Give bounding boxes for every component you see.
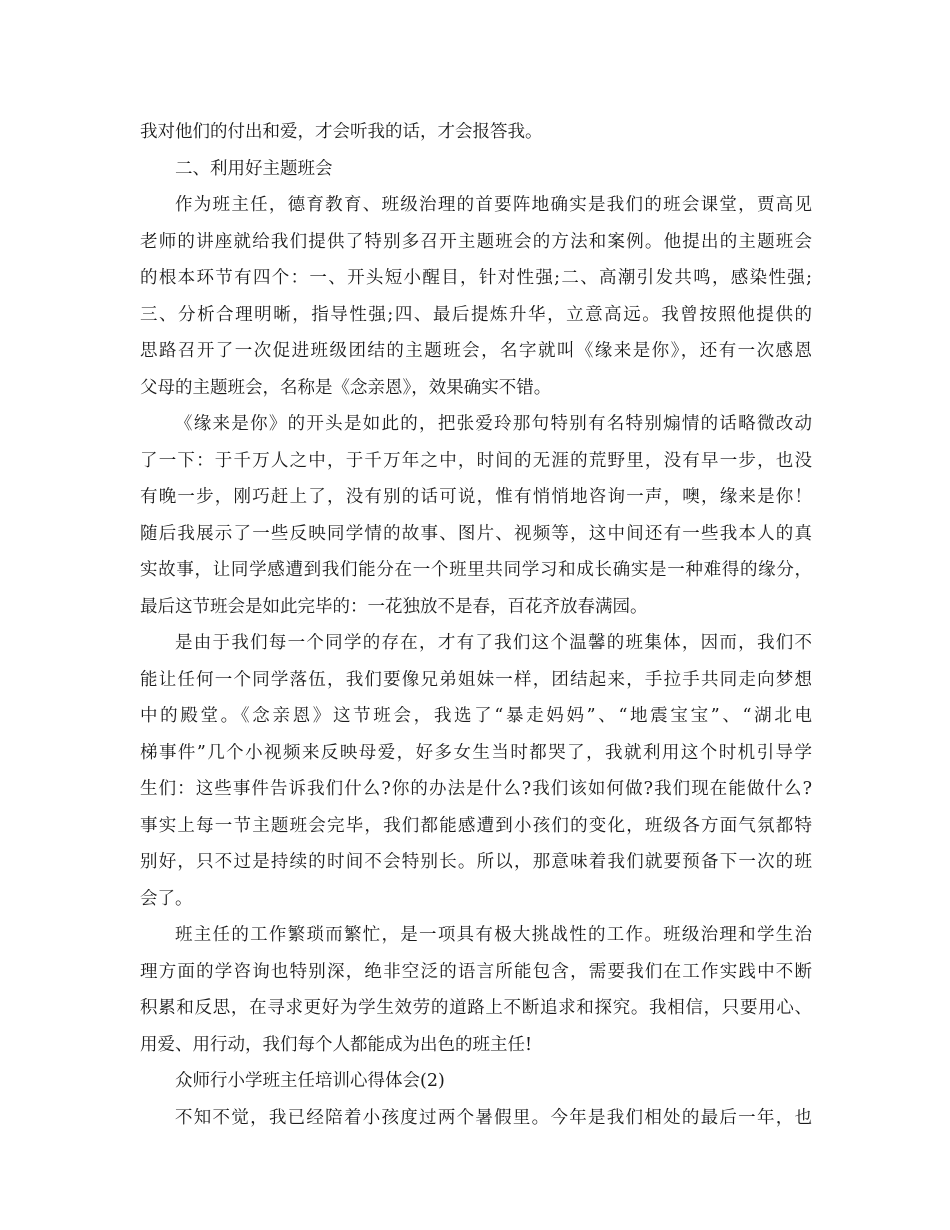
text-line: 生们：这些事件告诉我们什么?你的办法是什么?我们该如何做?我们现在能做什么? bbox=[140, 779, 812, 799]
paragraph bbox=[140, 917, 812, 1063]
text-line: 能让任何一个同学落伍，我们要像兄弟姐妹一样，团结起来，手拉手共同走向梦想 bbox=[140, 669, 812, 690]
text-line: 我对他们的付出和爱，才会听我的话，才会报答我。 bbox=[140, 122, 543, 142]
paragraph bbox=[140, 1100, 812, 1137]
text-line: 有晚一步，刚巧赶上了，没有别的话可说，惟有悄悄地咨询一声，噢，缘来是你！ bbox=[140, 487, 812, 507]
text-line: 会了。 bbox=[140, 888, 193, 909]
paragraph bbox=[140, 1063, 812, 1100]
text-line: 了一下：于千万人之中，于千万年之中，时间的无涯的荒野里，没有早一步，也没 bbox=[140, 450, 812, 471]
text-line: 众师行小学班主任培训心得体会(2) bbox=[175, 1071, 445, 1091]
text-line: 《缘来是你》的开头是如此的，把张爱玲那句特别有名特别煽情的话略微改动 bbox=[175, 414, 812, 434]
text-line: 实故事，让同学感遭到我们能分在一个班里共同学习和成长确实是一种难得的缘分， bbox=[140, 560, 812, 580]
text-line: 三、分析合理明晰，指导性强;四、最后提炼升华，立意高远。我曾按照他提供的 bbox=[140, 304, 812, 325]
text-line: 班主任的工作繁琐而繁忙，是一项具有极大挑战性的工作。班级治理和学生治 bbox=[175, 925, 812, 945]
text-line: 思路召开了一次促进班级团结的主题班会，名字就叫《缘来是你》，还有一次感恩 bbox=[140, 341, 812, 361]
text-line: 随后我展示了一些反映同学情的故事、图片、视频等，这中间还有一些我本人的真 bbox=[140, 523, 812, 544]
text-line: 的根本环节有四个：一、开头短小醒目，针对性强;二、高潮引发共鸣，感染性强; bbox=[140, 268, 812, 288]
text-line: 积累和反思，在寻求更好为学生效劳的道路上不断追求和探究。我相信，只要用心、 bbox=[140, 998, 812, 1018]
paragraph bbox=[140, 406, 812, 625]
text-line: 事实上每一节主题班会完毕，我们都能感遭到小孩们的变化，班级各方面气氛都特 bbox=[140, 815, 812, 836]
text-line: 父母的主题班会，名称是《念亲恩》，效果确实不错。 bbox=[140, 377, 552, 398]
text-line: 老师的讲座就给我们提供了特别多召开主题班会的方法和案例。他提出的主题班会 bbox=[140, 231, 812, 252]
document-body bbox=[140, 114, 812, 1136]
text-line: 用爱、用行动，我们每个人都能成为出色的班主任! bbox=[140, 1034, 533, 1055]
text-line: 作为班主任，德育教育、班级治理的首要阵地确实是我们的班会课堂，贾高见 bbox=[175, 195, 812, 215]
paragraph bbox=[140, 187, 812, 406]
text-line: 二、利用好主题班会 bbox=[175, 158, 333, 179]
paragraph bbox=[140, 151, 812, 188]
text-line: 别好，只不过是持续的时间不会特别长。所以，那意味着我们就要预备下一次的班 bbox=[140, 852, 812, 872]
text-line: 是由于我们每一个同学的存在，才有了我们这个温馨的班集体，因而，我们不 bbox=[175, 633, 812, 653]
paragraph bbox=[140, 625, 812, 917]
text-line: 不知不觉，我已经陪着小孩度过两个暑假里。今年是我们相处的最后一年，也 bbox=[175, 1107, 812, 1128]
text-line: 梯事件”几个小视频来反映母爱，好多女生当时都哭了，我就利用这个时机引导学 bbox=[140, 742, 812, 763]
paragraph bbox=[140, 114, 812, 151]
text-line: 最后这节班会是如此完毕的：一花独放不是春，百花齐放春满园。 bbox=[140, 596, 648, 617]
text-line: 理方面的学咨询也特别深，绝非空泛的语言所能包含，需要我们在工作实践中不断 bbox=[140, 961, 812, 982]
text-line: 中的殿堂。《念亲恩》这节班会，我选了“暴走妈妈”、“地震宝宝”、“湖北电 bbox=[140, 706, 812, 726]
